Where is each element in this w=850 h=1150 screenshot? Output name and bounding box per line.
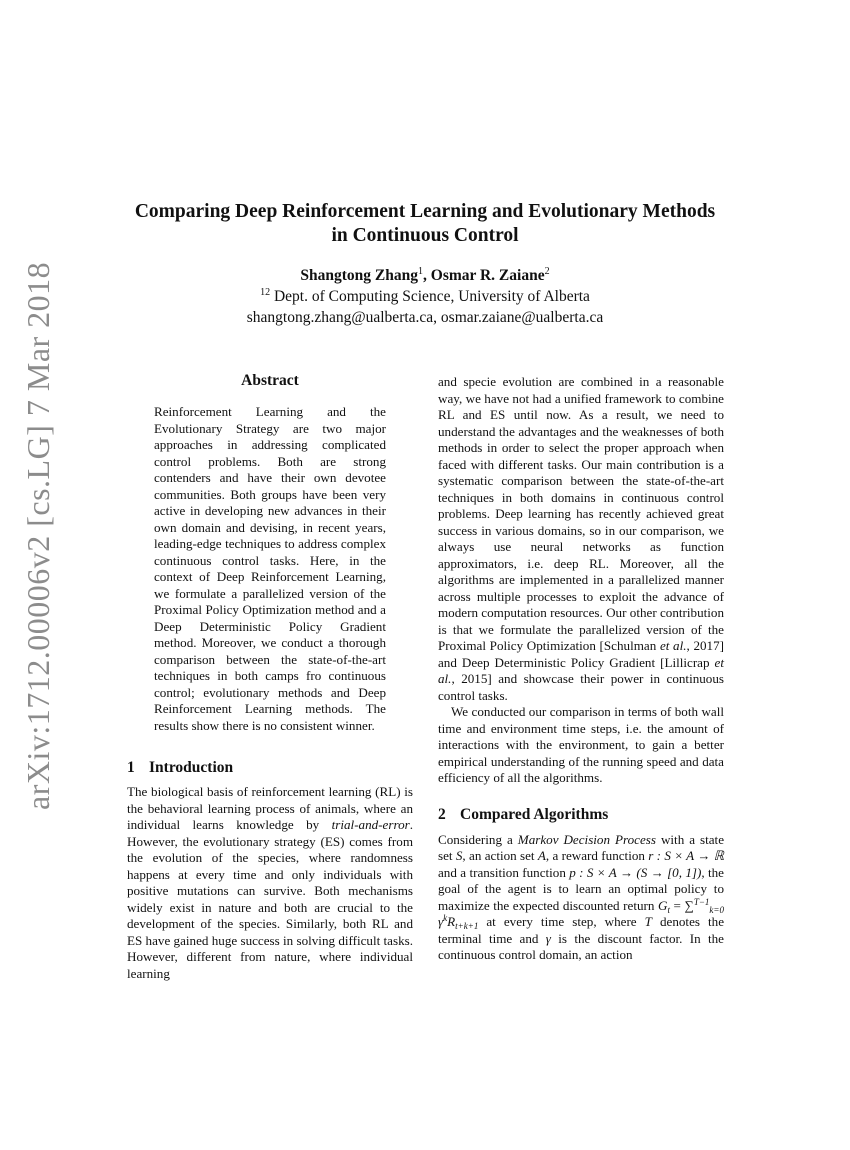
citation-etal-2: et al. (438, 654, 724, 686)
author-1-affil: 1 (418, 266, 424, 277)
text: , a reward function (545, 848, 649, 863)
contrib-text-c: , 2015] and showcase their power in continuous control tasks. (438, 671, 724, 703)
math-transition-function: p : S × A → (S → [0, 1]) (569, 864, 702, 880)
mdp-term: Markov Decision Process (517, 831, 656, 847)
affiliation-marker: 12 (260, 287, 271, 298)
title-line-1: Comparing Deep Reinforcement Learning and Evolutionary Methods (134, 201, 716, 222)
intro-text-a: The biological basis of reinforcement learning (RL) is the behavioral learning process of animals, where an individual learns knowledge by (127, 784, 413, 832)
abstract-heading: Abstract (241, 372, 299, 389)
text: , an action set (462, 848, 538, 863)
math-subscript: t (667, 904, 670, 915)
citation-etal-1: et al. (659, 638, 687, 653)
arxiv-identifier: arXiv:1712.00006v2 [cs.LG] 7 Mar 2018 (20, 261, 56, 810)
text: and a transition function (438, 864, 570, 880)
intro-emphasis: trial-and-error (331, 817, 410, 832)
math-return: G (657, 897, 668, 913)
title-line-2: in Continuous Control (331, 225, 519, 246)
author-separator: , (423, 267, 431, 284)
contrib-text-a: and specie evolution are combined in a reasonable way, we have not had a unified framework to combine RL and ES until now. As a result, we need to understand the advantages and the weaknesses of both methods in order to select the proper approach when faced with different tasks. Our main contribution is a systematic comparison between the state-of-the-art techniques in both domains in continuous control problems. Deep learning has recently achieved great success in various domains, so in our comparison, we always use neural networks as function approximators, i.e. deep RL. Moreover, all the algorithms are implemented in a parallelized manner across multiple processes to exploit the advance of modern computation resources. Our other contribution is that we formulate the parallelized version of the Proximal Policy Optimization [Schulman (438, 374, 724, 653)
math-subscript: t+k+1 (455, 921, 479, 931)
comparison-paragraph: We conducted our comparison in terms of both wall time and environment time steps, i.e. the amount of interactions with the environment, to gain a better empirical understanding of the running speed and data efficiency of all the algorithms. (438, 704, 724, 785)
math-reward: R (447, 914, 456, 929)
author-1: Shangtong Zhang (300, 267, 419, 284)
author-names (150, 265, 700, 286)
intro-text-b: . However, the evolutionary strategy (ES) comes from the evolution of the species, where randomness happens at every time and only individuals with positive mutations can survive. Both mechanisms widely exist in nature and both are crucial to the development of the species. Similarly, both RL and ES have gained huge success in solving difficult tasks. However, different from nature, where individual learning (127, 817, 413, 981)
section-heading-compared-algorithms (438, 805, 724, 824)
math-gamma: γ (438, 914, 444, 929)
math-sum: = ∑ (669, 897, 694, 913)
math-terminal-time: T (644, 914, 652, 929)
math-state-set: S (455, 848, 463, 863)
right-column (438, 374, 724, 964)
section-heading-introduction (127, 758, 413, 777)
author-block (150, 265, 700, 328)
section-title: Introduction (149, 759, 234, 776)
math-superscript: k (443, 913, 448, 923)
text: Considering a (438, 831, 518, 847)
math-action-set: A (537, 848, 546, 863)
author-emails: shangtong.zhang@ualberta.ca, osmar.zaiane@ualberta.ca (246, 309, 604, 326)
intro-continuation-paragraph (438, 374, 724, 704)
text: with a state set (438, 831, 725, 863)
math-superscript: T−1 (693, 896, 710, 907)
contrib-text-b: , 2017] and Deep Deterministic Policy Gradient [Lillicrap (438, 638, 724, 670)
abstract-text: Reinforcement Learning and the Evolutionary Strategy are two major approaches in addressing complicated control problems. Both are strong contenders and have their own devotee communities. Both groups have been very active in developing new advances in their own domain and devising, in recent years, leading-edge techniques to address complex continuous control tasks. Here, in the context of Deep Reinforcement Learning, we formulate a parallelized version of the Proximal Policy Optimization method and a Deep Deterministic Policy Gradient method. Moreover, we conduct a thorough comparison between the state-of-the-art techniques in both camps fro continuous control; evolutionary methods and Deep Reinforcement Learning methods. The results show there is no consistent winner. (154, 404, 386, 733)
author-2-affil: 2 (544, 266, 550, 277)
math-subscript: k=0 (709, 904, 724, 915)
text: at every time step, where (478, 914, 645, 929)
affiliation (150, 286, 700, 307)
author-2: Osmar R. Zaiane (430, 267, 545, 284)
section-number: 2 (438, 805, 446, 823)
text: denotes the terminal time and (438, 914, 725, 946)
paper-title (110, 200, 740, 248)
section-number: 1 (127, 759, 135, 776)
text: is the discount factor. In the continuous control domain, an action (438, 930, 724, 962)
text: , the goal of the agent is to learn an optimal policy to maximize the expected discounted return (438, 864, 724, 913)
intro-paragraph (127, 784, 413, 982)
math-discount: γ (545, 930, 551, 946)
math-reward-function: r : S × A → ℝ (648, 848, 725, 863)
affiliation-text: Dept. of Computing Science, University of Alberta (270, 288, 590, 305)
mdp-paragraph (438, 832, 724, 964)
section-title: Compared Algorithms (460, 805, 609, 823)
left-column (127, 372, 413, 982)
